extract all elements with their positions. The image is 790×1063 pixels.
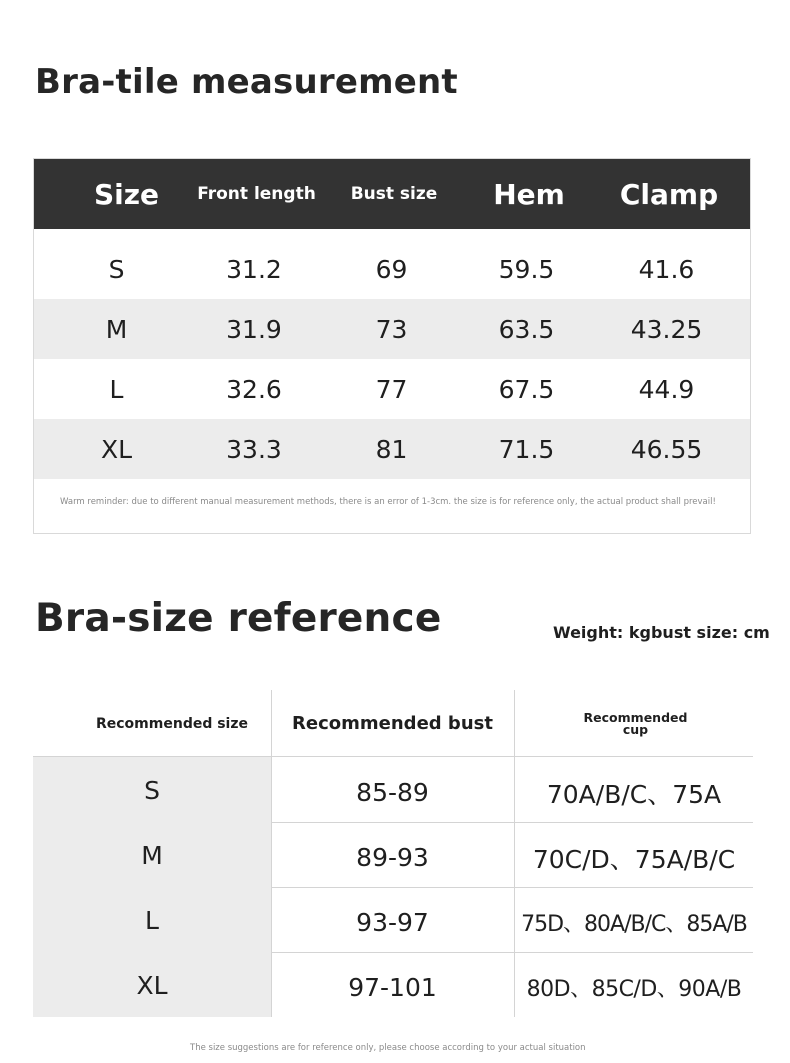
bust-size-cell: 69 xyxy=(375,254,408,284)
bust-size-cell: 73 xyxy=(375,314,408,344)
bust-range-cell: 93-97 xyxy=(356,908,429,937)
cup-size-cell: 70C/D、75A/B/C xyxy=(532,844,736,874)
reference-note: The size suggestions are for reference only, please choose according to your actual situation xyxy=(190,1043,586,1053)
bust-size-cell: 81 xyxy=(375,434,408,464)
table-row xyxy=(34,299,750,359)
bust-range-cell: 85-89 xyxy=(356,778,429,807)
header-recommended-bust: Recommended bust xyxy=(292,713,493,734)
size-cell: M xyxy=(105,314,128,344)
header-size: Size xyxy=(93,177,160,211)
hem-cell: 63.5 xyxy=(498,314,555,344)
header-recommended-cup: Recommended cup xyxy=(583,709,688,737)
reference-table xyxy=(33,690,753,1017)
size-cell: L xyxy=(145,905,159,935)
unit-note: Weight: kgbust size: cm xyxy=(553,623,770,642)
measurement-note: Warm reminder: due to different manual measurement methods, there is an error of 1-3cm. the size is for reference only, the actual product shall prevail! xyxy=(60,497,716,507)
bust-range-cell: 89-93 xyxy=(356,843,429,872)
size-cell: L xyxy=(109,374,124,404)
cup-size-cell: 75D、80A/B/C、85A/B xyxy=(521,912,747,937)
bust-range-cell: 97-101 xyxy=(348,973,437,1002)
clamp-cell: 43.25 xyxy=(630,314,703,344)
header-recommended-size: Recommended size xyxy=(95,715,249,732)
bust-size-cell: 77 xyxy=(375,374,408,404)
size-cell: XL xyxy=(100,434,133,464)
section-title-measurement: Bra-tile measurement xyxy=(35,62,458,102)
header-clamp: Clamp xyxy=(619,177,719,211)
header-front-length: Front length xyxy=(197,184,316,204)
hem-cell: 67.5 xyxy=(498,374,555,404)
front-length-cell: 32.6 xyxy=(226,374,282,404)
hem-cell: 59.5 xyxy=(498,254,555,284)
measurement-table-header xyxy=(34,159,750,229)
clamp-cell: 44.9 xyxy=(638,374,695,404)
clamp-cell: 46.55 xyxy=(630,434,703,464)
size-cell: S xyxy=(144,775,160,805)
front-length-cell: 31.9 xyxy=(226,314,282,344)
table-row xyxy=(34,359,750,419)
clamp-cell: 41.6 xyxy=(638,254,695,284)
table-row xyxy=(34,239,750,299)
size-cell: M xyxy=(141,840,163,870)
table-row xyxy=(34,419,750,479)
header-bust-size: Bust size xyxy=(350,184,438,204)
front-length-cell: 33.3 xyxy=(226,434,282,464)
header-hem: Hem xyxy=(493,177,565,211)
measurement-table xyxy=(33,158,751,534)
cup-size-cell: 80D、85C/D、90A/B xyxy=(526,977,742,1002)
section-title-reference: Bra-size reference xyxy=(35,596,442,641)
front-length-cell: 31.2 xyxy=(226,254,282,284)
cup-size-cell: 70A/B/C、75A xyxy=(546,779,722,809)
hem-cell: 71.5 xyxy=(498,434,555,464)
size-cell: XL xyxy=(136,970,168,1000)
size-cell: S xyxy=(108,254,125,284)
